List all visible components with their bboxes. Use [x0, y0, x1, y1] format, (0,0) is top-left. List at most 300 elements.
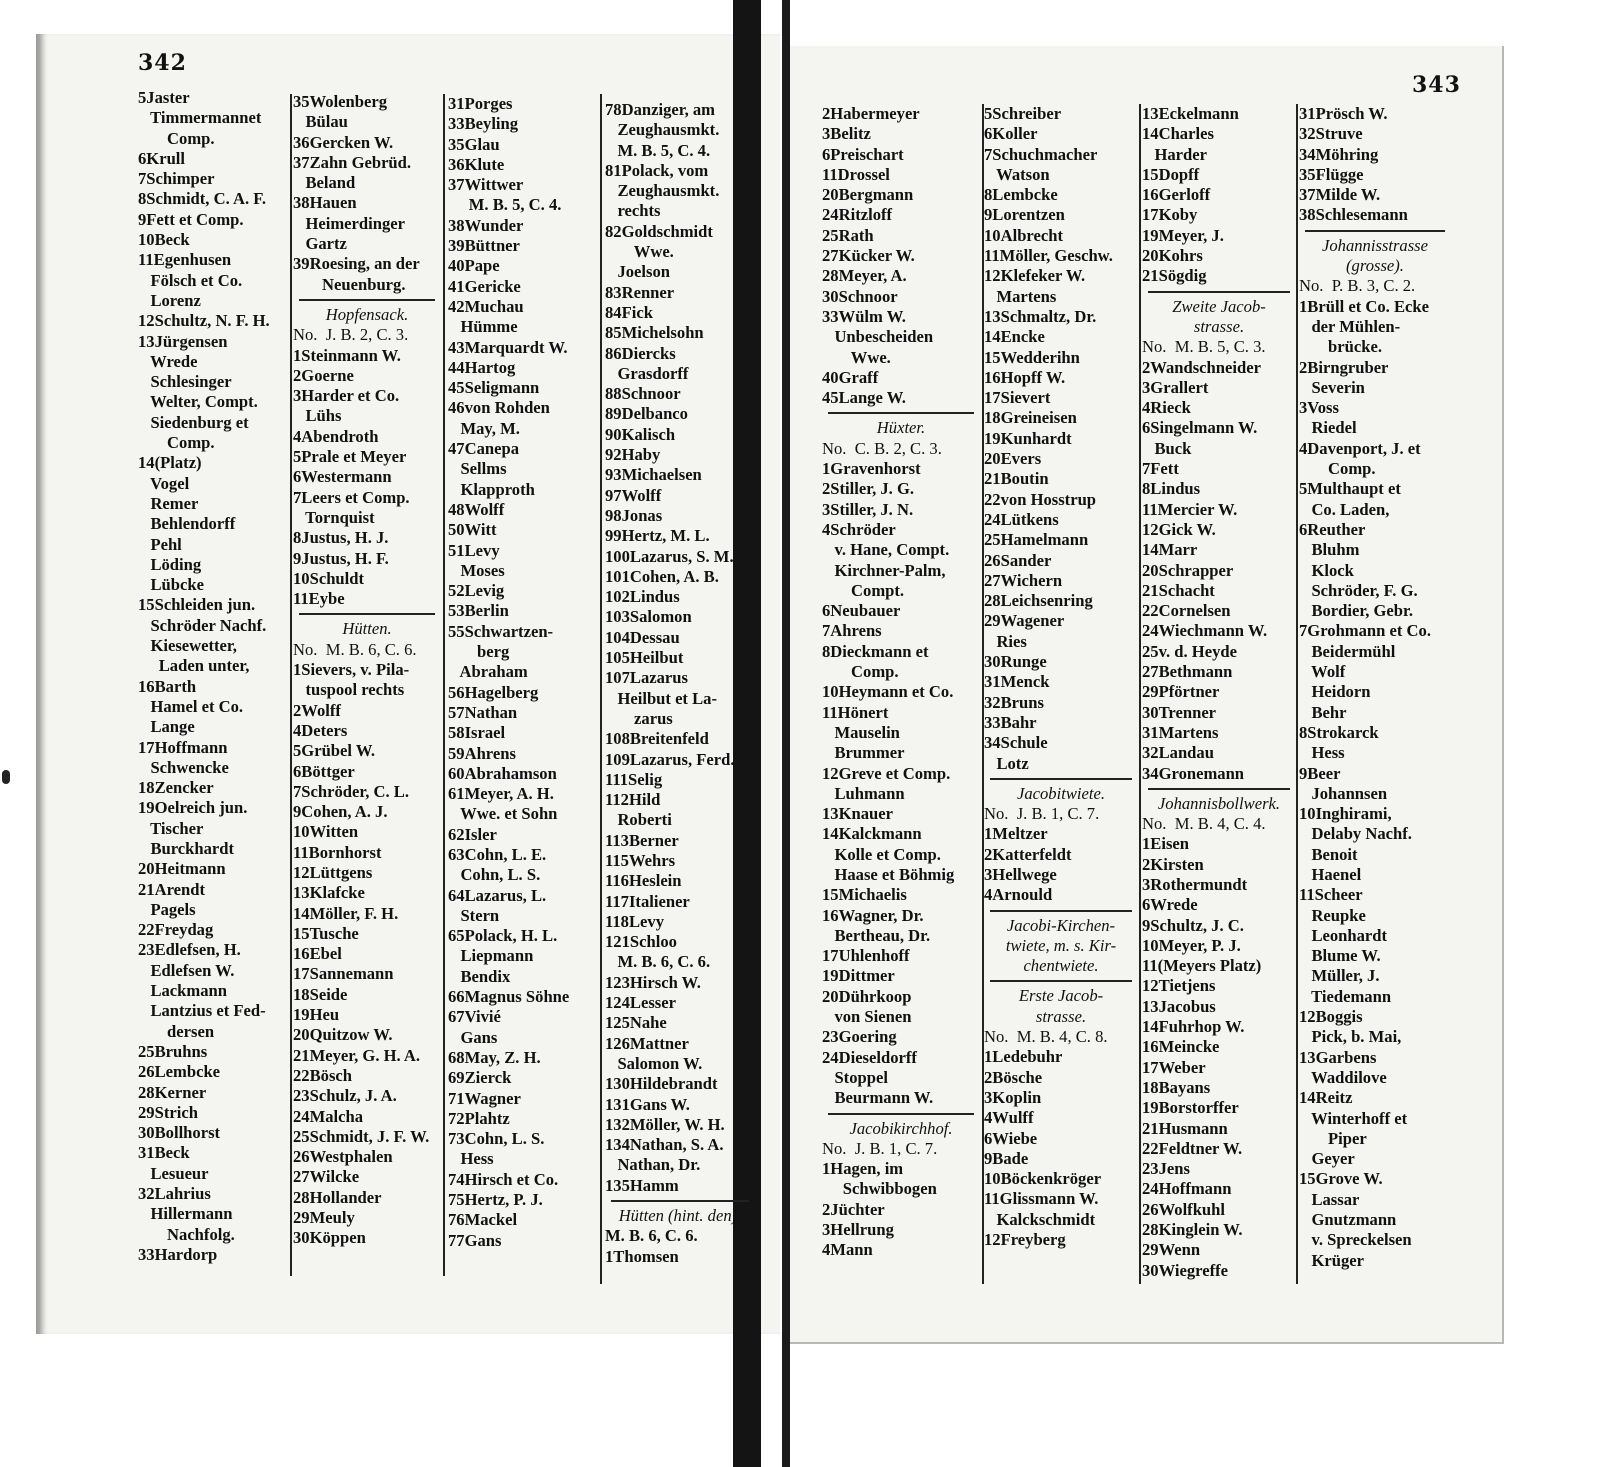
directory-entry: 112Hild [605, 790, 661, 810]
directory-entry: 13Klafcke [293, 883, 365, 903]
directory-entry: 68May, Z. H. [448, 1047, 541, 1067]
directory-subentry: Harder [1142, 144, 1207, 164]
directory-entry: 82Goldschmidt [605, 221, 713, 241]
directory-entry: 46von Rohden [448, 398, 550, 418]
directory-entry: 22von Hosstrup [984, 489, 1097, 509]
directory-subentry: Tischer [138, 818, 204, 838]
directory-entry: 21Sögdig [1142, 266, 1207, 286]
directory-subentry: Wwe. et Sohn [448, 804, 558, 824]
street-heading: Jacobi-Kirchen- [1006, 915, 1116, 935]
directory-entry: 35Wolenberg [293, 92, 388, 111]
directory-subentry: Pick, b. Mai, [1299, 1027, 1402, 1047]
directory-entry: 14Charles [1142, 124, 1214, 144]
directory-entry: 3Koplin [984, 1087, 1042, 1107]
directory-entry: 20Evers [984, 449, 1042, 469]
directory-subentry: Hümme [448, 317, 518, 337]
directory-subentry: Grasdorff [605, 363, 689, 383]
directory-entry: 4Abendroth [293, 426, 379, 446]
directory-entry: 12Schultz, N. F. H. [138, 311, 270, 331]
directory-subentry: Leonhardt [1299, 925, 1388, 945]
directory-subentry: Pagels [138, 899, 196, 919]
directory-subentry: M. B. 5, C. 4. [448, 195, 562, 215]
directory-entry: 38Wunder [448, 215, 524, 235]
directory-entry: 19Borstorffer [1142, 1098, 1239, 1118]
directory-entry: 41Gericke [448, 276, 521, 296]
directory-entry: 77Gans [448, 1230, 502, 1250]
directory-subentry: Ries [984, 631, 1027, 651]
directory-entry: 3Voss [1299, 398, 1339, 418]
directory-entry: 9Schultz, J. C. [1142, 915, 1244, 935]
directory-entry: 17Sannemann [293, 964, 394, 984]
directory-entry: 26Sander [984, 550, 1052, 570]
directory-entry: 4Rieck [1142, 398, 1191, 418]
directory-subentry: Johannsen [1299, 783, 1388, 803]
directory-entry: 53Berlin [448, 601, 509, 621]
directory-entry: 18Bayans [1142, 1077, 1211, 1097]
directory-subentry: v. Hane, Compt. [822, 540, 950, 560]
directory-subentry: zarus [605, 708, 673, 728]
directory-entry: 85Michelsohn [605, 323, 704, 343]
directory-entry: 3Hellwege [984, 864, 1057, 884]
directory-subentry: Remer [138, 493, 199, 513]
directory-entry: 43Marquardt W. [448, 337, 568, 357]
directory-subentry: Beidermühl [1299, 641, 1396, 661]
directory-entry: 134Nathan, S. A. [605, 1135, 724, 1155]
directory-entry: 5Schreiber [984, 104, 1062, 123]
directory-entry: 20Heitmann [138, 859, 226, 879]
directory-subentry: Sellms [448, 459, 507, 479]
directory-subentry: Kolle et Comp. [822, 844, 941, 864]
directory-entry: 20Schrapper [1142, 560, 1234, 580]
directory-entry: 18Greineisen [984, 408, 1077, 428]
directory-entry: 59Ahrens [448, 743, 516, 763]
directory-entry: 31Prösch W. [1299, 104, 1388, 123]
directory-entry: 19Dittmer [822, 966, 895, 986]
directory-entry: 11Eybe [293, 589, 345, 609]
directory-entry: 118Levy [605, 911, 665, 931]
directory-entry: 16Meincke [1142, 1037, 1220, 1057]
directory-entry: 9Cohen, A. J. [293, 802, 388, 822]
directory-entry: 11Egenhusen [138, 250, 232, 270]
directory-entry: 7Schuchmacher [984, 144, 1098, 164]
district-code: No. J. B. 1, C. 7. [984, 804, 1100, 824]
directory-entry: 7Schimper [138, 169, 215, 189]
directory-subentry: Bülau [293, 112, 348, 132]
left-column-1 [138, 88, 286, 1265]
section-rule [293, 609, 441, 619]
directory-entry: 14Fuhrhop W. [1142, 1017, 1245, 1037]
directory-entry: 69Zierck [448, 1068, 512, 1088]
directory-subentry: Waddilove [1299, 1067, 1387, 1087]
directory-subentry: Hess [448, 1149, 494, 1169]
directory-entry: 64Lazarus, L. [448, 885, 547, 905]
directory-subentry: Kalckschmidt [984, 1209, 1096, 1229]
right-column-1 [822, 104, 980, 1261]
directory-entry: 2Habermeyer [822, 104, 920, 123]
directory-entry: 9Justus, H. F. [293, 548, 389, 568]
directory-entry: 124Lesser [605, 993, 676, 1013]
directory-entry: 23Edlefsen, H. [138, 940, 241, 960]
right-column-4 [1299, 104, 1451, 1271]
directory-entry: 29Meuly [293, 1208, 355, 1228]
directory-entry: 15Tusche [293, 923, 359, 943]
directory-entry: 15Michaelis [822, 885, 907, 905]
directory-entry: 39Roesing, an der [293, 254, 420, 274]
directory-entry: 25Rath [822, 225, 874, 245]
directory-entry: 6Neubauer [822, 601, 901, 621]
section-rule [984, 976, 1138, 986]
directory-entry: 21Arendt [138, 879, 205, 899]
directory-entry: 10Böckenkröger [984, 1169, 1102, 1189]
directory-subentry: Roberti [605, 810, 672, 830]
directory-entry: 27Wichern [984, 570, 1063, 590]
directory-entry: 45Lange W. [822, 388, 906, 408]
directory-entry: 13Garbens [1299, 1047, 1377, 1067]
directory-entry: 1Hagen, im [822, 1159, 904, 1179]
directory-entry: 20Kohrs [1142, 246, 1203, 266]
directory-entry: 18Seide [293, 984, 348, 1004]
directory-entry: 6Singelmann W. [1142, 418, 1258, 438]
directory-entry: 13Jacobus [1142, 996, 1216, 1016]
directory-entry: 27Wilcke [293, 1167, 360, 1187]
directory-entry: 4Wulff [984, 1108, 1034, 1128]
directory-entry: 30Köppen [293, 1228, 366, 1248]
directory-entry: 62Isler [448, 824, 497, 844]
directory-entry: 116Heslein [605, 871, 682, 891]
directory-entry: 6Westermann [293, 467, 392, 487]
directory-entry: 3Grallert [1142, 377, 1209, 397]
directory-subentry: brücke. [1299, 337, 1382, 357]
directory-entry: 26Lembcke [138, 1062, 221, 1082]
district-code: No. M. B. 5, C. 3. [1142, 337, 1266, 357]
directory-entry: 131Gans W. [605, 1094, 690, 1114]
directory-subentry: Delaby Nachf. [1299, 824, 1412, 844]
directory-entry: 1Meltzer [984, 824, 1048, 844]
directory-entry: 74Hirsch et Co. [448, 1169, 559, 1189]
directory-entry: 37Milde W. [1299, 185, 1381, 205]
directory-subentry: dersen [138, 1021, 215, 1041]
directory-entry: 18Zencker [138, 778, 214, 798]
directory-entry: 14(Platz) [138, 453, 202, 473]
directory-entry: 13Schmaltz, Dr. [984, 306, 1097, 326]
directory-entry: 4Schröder [822, 519, 896, 539]
street-heading: (grosse). [1346, 256, 1404, 276]
directory-subentry: Krüger [1299, 1250, 1364, 1270]
directory-entry: 9Lorentzen [984, 205, 1065, 225]
directory-subentry: Unbescheiden [822, 327, 934, 347]
directory-subentry: Schröder Nachf. [138, 615, 267, 635]
directory-entry: 51Levy [448, 540, 500, 560]
directory-entry: 33Hardorp [138, 1244, 218, 1264]
directory-subentry: Piper [1299, 1128, 1367, 1148]
directory-entry: 8Lindus [1142, 479, 1201, 499]
directory-entry: 17Weber [1142, 1057, 1206, 1077]
directory-entry: 30Runge [984, 652, 1047, 672]
directory-entry: 42Muchau [448, 296, 524, 316]
directory-entry: 35Glau [448, 134, 500, 154]
directory-subentry: Watson [984, 164, 1050, 184]
directory-entry: 15Wedderihn [984, 347, 1080, 367]
directory-entry: 125Nahe [605, 1013, 667, 1033]
directory-entry: 8Justus, H. J. [293, 528, 389, 548]
directory-entry: 2Birngruber [1299, 357, 1389, 377]
directory-entry: 1Thomsen [605, 1246, 679, 1266]
directory-entry: 11Mercier W. [1142, 499, 1238, 519]
directory-entry: 12Gick W. [1142, 519, 1216, 539]
directory-subentry: Comp. [138, 128, 215, 148]
directory-entry: 14Reitz [1299, 1088, 1353, 1108]
directory-entry: 28Kerner [138, 1082, 207, 1102]
directory-entry: 24Ritzloff [822, 205, 893, 225]
street-heading: twiete, m. s. Kir- [1005, 935, 1117, 955]
directory-entry: 15Grove W. [1299, 1169, 1383, 1189]
directory-subentry: von Sienen [822, 1007, 912, 1027]
directory-entry: 20Quitzow W. [293, 1025, 393, 1045]
street-heading: Hütten (hint. den). [618, 1206, 742, 1226]
section-rule [605, 1196, 755, 1206]
directory-entry: 37Zahn Gebrüd. [293, 152, 412, 172]
directory-subentry: Buck [1142, 438, 1192, 458]
directory-subentry: Edlefsen W. [138, 960, 235, 980]
directory-entry: 15Dopff [1142, 164, 1200, 184]
directory-subentry: Gnutzmann [1299, 1210, 1397, 1230]
directory-subentry: Liepmann [448, 946, 534, 966]
directory-entry: 38Schlesemann [1299, 205, 1408, 225]
directory-entry: 123Hirsch W. [605, 972, 701, 992]
directory-entry: 50Witt [448, 520, 497, 540]
directory-entry: 19Heu [293, 1005, 340, 1025]
directory-entry: 39Büttner [448, 236, 520, 256]
directory-entry: 5Prale et Meyer [293, 447, 407, 467]
directory-subentry: Comp. [822, 662, 899, 682]
directory-entry: 72Plahtz [448, 1108, 510, 1128]
directory-entry: 1Sievers, v. Pila- [293, 660, 410, 680]
directory-entry: 1Gravenhorst [822, 459, 921, 479]
directory-subentry: Lange [138, 717, 195, 737]
directory-subentry: Hamel et Co. [138, 696, 244, 716]
directory-entry: 5Jaster [138, 88, 190, 107]
directory-entry: 12Freyberg [984, 1230, 1066, 1250]
directory-subentry: Zeughausmkt. [605, 181, 720, 201]
directory-subentry: Beurmann W. [822, 1088, 934, 1108]
directory-subentry: Bertheau, Dr. [822, 925, 931, 945]
directory-entry: 60Abrahamson [448, 763, 557, 783]
directory-entry: 11Möller, Geschw. [984, 246, 1113, 266]
directory-entry: 24Dieseldorff [822, 1047, 917, 1067]
directory-subentry: Kiesewetter, [138, 636, 237, 656]
directory-entry: 111Selig [605, 769, 663, 789]
directory-entry: 29Wenn [1142, 1240, 1201, 1260]
directory-subentry: der Mühlen- [1299, 316, 1401, 336]
directory-entry: 101Cohen, A. B. [605, 566, 719, 586]
column-divider [443, 94, 445, 1276]
district-code: No. P. B. 3, C. 2. [1299, 276, 1416, 296]
directory-subentry: Hess [1299, 743, 1345, 763]
directory-subentry: Laden unter, [138, 656, 250, 676]
street-heading: Hütten. [342, 619, 392, 639]
directory-entry: 8Lembcke [984, 185, 1058, 205]
directory-entry: 130Hildebrandt [605, 1074, 718, 1094]
directory-subentry: M. B. 6, C. 6. [605, 952, 711, 972]
directory-subentry: Müller, J. [1299, 966, 1380, 986]
directory-entry: 34Schule [984, 733, 1048, 753]
directory-subentry: Nathan, Dr. [605, 1155, 701, 1175]
directory-entry: 4Arnould [984, 885, 1053, 905]
directory-subentry: Nachfolg. [138, 1224, 235, 1244]
street-heading: Zweite Jacob- [1172, 296, 1266, 316]
directory-subentry: Comp. [138, 433, 215, 453]
directory-entry: 8Strokarck [1299, 722, 1379, 742]
district-code: No. J. B. 1, C. 7. [822, 1138, 938, 1158]
directory-subentry: Stern [448, 905, 500, 925]
directory-entry: 113Berner [605, 830, 679, 850]
directory-subentry: Bendix [448, 966, 511, 986]
directory-entry: 32Struve [1299, 124, 1363, 144]
directory-entry: 86Diercks [605, 343, 676, 363]
directory-subentry: Lotz [984, 753, 1029, 773]
directory-entry: 13Knauer [822, 804, 893, 824]
directory-entry: 7Grohmann et Co. [1299, 621, 1431, 641]
directory-entry: 66Magnus Söhne [448, 987, 570, 1007]
directory-entry: 76Mackel [448, 1210, 518, 1230]
directory-entry: 14Kalckmann [822, 824, 922, 844]
directory-entry: 24Lütkens [984, 509, 1059, 529]
directory-entry: 12Klefeker W. [984, 266, 1086, 286]
directory-entry: 107Lazarus [605, 668, 688, 688]
directory-entry: 31Porges [448, 94, 513, 113]
directory-entry: 109Lazarus, Ferd. [605, 749, 735, 769]
directory-entry: 6Wrede [1142, 895, 1198, 915]
directory-entry: 16Wagner, Dr. [822, 905, 924, 925]
directory-entry: 93Michaelsen [605, 465, 702, 485]
directory-entry: 4Deters [293, 720, 348, 740]
directory-subentry: Bordier, Gebr. [1299, 601, 1414, 621]
directory-subentry: May, M. [448, 418, 520, 438]
directory-entry: 15Schleiden jun. [138, 595, 256, 615]
directory-entry: 3Rothermundt [1142, 874, 1248, 894]
left-column-2 [293, 92, 441, 1249]
directory-entry: 10Meyer, P. J. [1142, 935, 1241, 955]
directory-entry: 132Möller, W. H. [605, 1114, 725, 1134]
directory-entry: 32Landau [1142, 743, 1214, 763]
directory-entry: 48Wolff [448, 499, 505, 519]
section-rule [822, 408, 980, 418]
directory-subentry: Burckhardt [138, 838, 235, 858]
directory-subentry: Salomon W. [605, 1053, 703, 1073]
directory-entry: 16Gerloff [1142, 185, 1211, 205]
directory-entry: 22Feldtner W. [1142, 1138, 1243, 1158]
directory-subentry: Löding [138, 554, 202, 574]
directory-entry: 28Hollander [293, 1187, 382, 1207]
directory-subentry: Fölsch et Co. [138, 270, 243, 290]
section-rule [984, 774, 1138, 784]
directory-entry: 105Heilbut [605, 648, 684, 668]
section-rule [1142, 784, 1296, 794]
directory-entry: 21Schacht [1142, 580, 1215, 600]
directory-entry: 33Wülm W. [822, 306, 906, 326]
directory-entry: 117Italiener [605, 891, 690, 911]
directory-entry: 3Stiller, J. N. [822, 499, 914, 519]
directory-entry: 6Preischart [822, 144, 904, 164]
directory-subentry: Vogel [138, 473, 190, 493]
street-heading: Johannisstrasse [1321, 235, 1429, 255]
district-code: No. M. B. 6, C. 6. [293, 639, 417, 659]
directory-entry: 5Grübel W. [293, 741, 376, 761]
directory-subentry: Wrede [138, 351, 198, 371]
directory-entry: 89Delbanco [605, 404, 688, 424]
directory-entry: 10Schuldt [293, 568, 365, 588]
directory-entry: M. B. 6, C. 6. [605, 1226, 698, 1246]
directory-subentry: Severin [1299, 377, 1365, 397]
directory-entry: 2Kirsten [1142, 854, 1204, 874]
directory-entry: 7Fett [1142, 459, 1179, 479]
directory-subentry: Wolf [1299, 662, 1346, 682]
directory-entry: 27Bethmann [1142, 662, 1233, 682]
directory-entry: 8Dieckmann et [822, 641, 929, 661]
directory-entry: 24Wiechmann W. [1142, 621, 1268, 641]
directory-subentry: berg [448, 642, 510, 662]
directory-entry: 20Bergmann [822, 185, 914, 205]
street-heading: Hopfensack. [325, 304, 409, 324]
directory-entry: 8Schmidt, C. A. F. [138, 189, 267, 209]
directory-entry: 75Hertz, P. J. [448, 1190, 543, 1210]
directory-entry: 33Beyling [448, 114, 519, 134]
directory-entry: 31Beck [138, 1143, 190, 1163]
directory-entry: 121Schloo [605, 932, 677, 952]
directory-entry: 2Wandschneider [1142, 357, 1261, 377]
directory-entry: 104Dessau [605, 627, 680, 647]
directory-entry: 9Beer [1299, 763, 1341, 783]
directory-entry: 19Kunhardt [984, 428, 1072, 448]
directory-entry: 34Gronemann [1142, 763, 1245, 783]
directory-subentry: Martens [984, 286, 1057, 306]
section-rule [1299, 226, 1451, 236]
directory-subentry: Klock [1299, 560, 1354, 580]
column-divider [1139, 104, 1141, 1284]
street-heading: Erste Jacob- [1018, 986, 1104, 1006]
directory-subentry: Siedenburg et [138, 412, 249, 432]
directory-entry: 32Bruns [984, 692, 1044, 712]
directory-entry: 1Brüll et Co. Ecke [1299, 296, 1429, 316]
directory-entry: 40Pape [448, 256, 500, 276]
directory-entry: 17Uhlenhoff [822, 946, 910, 966]
directory-entry: 26Westphalen [293, 1147, 393, 1167]
directory-entry: 13Jürgensen [138, 331, 228, 351]
directory-subentry: Gans [448, 1027, 498, 1047]
directory-entry: 67Vivié [448, 1007, 501, 1027]
directory-subentry: Cohn, L. S. [448, 865, 541, 885]
directory-entry: 103Salomon [605, 607, 692, 627]
directory-entry: 90Kalisch [605, 424, 676, 444]
street-heading: Johannisbollwerk. [1157, 793, 1281, 813]
section-rule [984, 906, 1138, 916]
directory-entry: 3Hellrung [822, 1220, 894, 1240]
directory-entry: 88Schnoor [605, 384, 681, 404]
directory-entry: 37Wittwer [448, 175, 524, 195]
directory-entry: 7Schröder, C. L. [293, 781, 410, 801]
directory-subentry: Abraham [448, 662, 528, 682]
directory-entry: 36Gercken W. [293, 132, 394, 152]
directory-entry: 6Krull [138, 148, 186, 168]
directory-entry: 2Bösche [984, 1067, 1043, 1087]
margin-speck [2, 770, 10, 784]
directory-subentry: Lackmann [138, 981, 227, 1001]
directory-entry: 47Canepa [448, 439, 519, 459]
directory-entry: 6Koller [984, 124, 1038, 144]
directory-entry: 14Encke [984, 327, 1045, 347]
directory-entry: 25Hamelmann [984, 530, 1089, 550]
directory-entry: 22Bösch [293, 1065, 353, 1085]
